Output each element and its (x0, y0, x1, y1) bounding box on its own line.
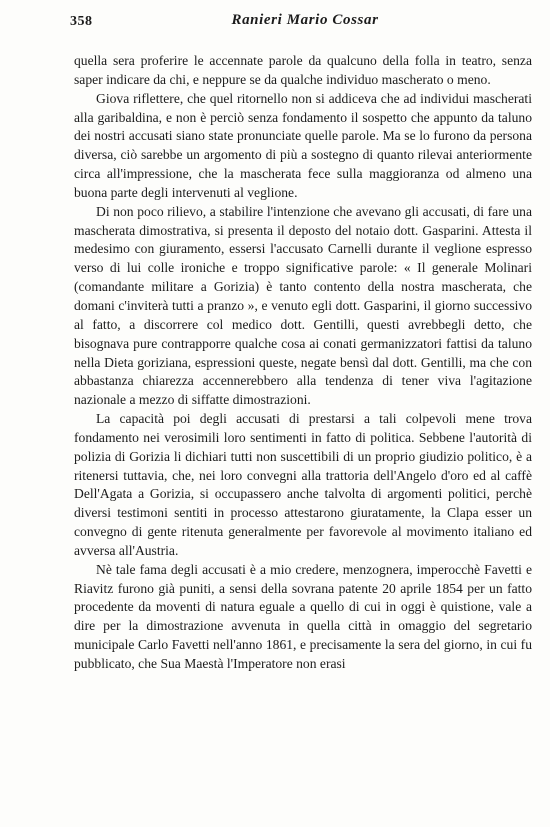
page-header (70, 12, 540, 34)
paragraph-continuation: quella sera proferire le accennate parole da qualcuno della folla in teatro, senza saper indicare da chi, e neppure se da qualche individuo mascherato o meno. (74, 53, 532, 87)
page-number: 358 (70, 14, 93, 29)
running-head: Ranieri Mario Cossar (231, 12, 379, 28)
body-text (74, 52, 532, 674)
paragraph: La capacità poi degli accusati di prestarsi a tali colpevoli mene trova fondamento nei verosimili loro sentimenti in fatto di politica. Sebbene l'autorità di polizia di Gorizia li dichiari tutti non suscettibili di un proprio giudizio politico, è a ritenersi tuttavia, che, nei loro convegni alla trattoria dell'Angelo d'oro ed al caffè Dell'Agata a Gorizia, si occupassero anche talvolta di argomenti politici, perchè diversi testimoni sentiti in processo attestarono giuratamente, la Clapa esser un convegno di gente ritenuta generalmente per favorevole al movimento italiano ed avversa all'Austria. (74, 411, 532, 558)
paragraph: Giova riflettere, che quel ritornello non si addiceva che ad individui mascherati alla garibaldina, e non è perciò senza fondamento il sospetto che appunto da taluno dei nostri accusati siano state pronunciate quelle parole. Ma se lo furono da persona diversa, ciò sarebbe un argomento di più a sostegno di quanto rilevai anteriormente circa all'impressione, che la mascherata fece sulla maggioranza od almeno una buona parte degli intervenuti al veglione. (74, 90, 532, 200)
paragraph: Di non poco rilievo, a stabilire l'intenzione che avevano gli accusati, di fare una mascherata dimostrativa, si presenta il deposto del notaio dott. Gasparini. Attesta il medesimo con giuramento, essersi l'accusato Carnelli durante il veglione espresso verso di lui colle ironiche e troppo significative parole: « Il generale Molinari (comandante militare a Gorizia) è tanto contento della nostra mascherata, che domani c'inviterà tutti a pranzo », e venuto egli dott. Gasparini, il giorno successivo al fatto, a discorrere col medico dott. Gentilli, questi avrebbegli detto, che bisognava pure contrapporre qualche cosa ai conati germanizzatori fattisi da taluno nella Dieta goriziana, espressioni queste, negate bensì dal dott. Gentilli, ma che con abbastanza chiarezza accennerebbero alla tendenza di tener viva l'agitazione nazionale a mezzo di siffatte dimostrazioni. (74, 203, 532, 408)
paragraph: Nè tale fama degli accusati è a mio credere, menzognera, imperocchè Favetti e Riavitz furono già puniti, a sensi della sovrana patente 20 aprile 1854 per un fatto procedente da moventi di natura eguale a quello di cui in oggi è quistione, vale a dire per la dimostrazione avvenuta in quella città in omaggio del segretario municipale Carlo Favetti nell'anno 1861, e precisamente la sera del giorno, in cui fu pubblicato, che Sua Maestà l'Imperatore non erasi (74, 561, 532, 671)
